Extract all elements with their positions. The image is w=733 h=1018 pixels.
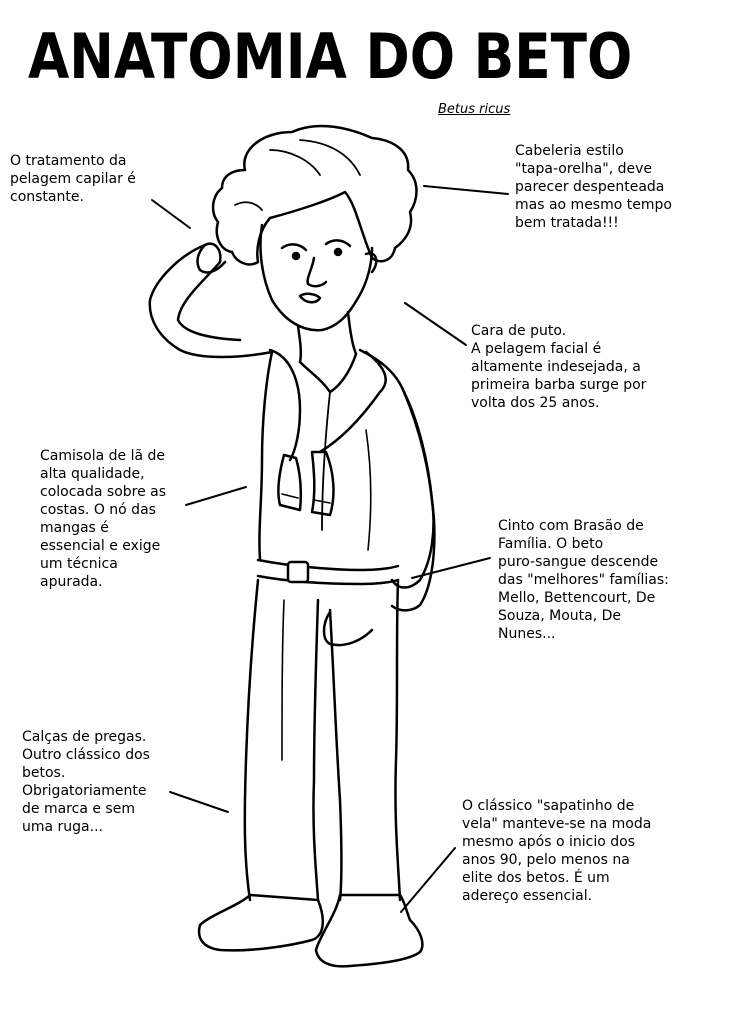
callout-line-shoes	[401, 848, 455, 912]
shirt	[259, 350, 433, 588]
note-belt: Cinto com Brasão de Família. O beto puro-sangue descende das "melhores" famílias: Mello, Bettencourt, De Souza, Mouta, De Nunes...	[498, 518, 669, 642]
callout-lines	[152, 186, 508, 912]
callout-line-hair-care	[152, 200, 190, 228]
neck	[298, 312, 356, 362]
note-sweater: Camisola de lã de alta qualidade, colocada sobre as costas. O nó das mangas é essencial e exige um técnica apurada.	[40, 448, 167, 590]
trousers	[245, 580, 400, 900]
shirt-fold	[366, 430, 371, 550]
callout-line-sweater	[186, 487, 246, 505]
callout-line-trousers	[170, 792, 228, 812]
belt-buckle	[288, 562, 308, 582]
hair	[213, 126, 416, 264]
callout-line-face	[405, 303, 466, 345]
scientific-name: Betus ricus	[438, 102, 511, 117]
shoes	[199, 895, 422, 966]
face	[260, 225, 376, 330]
collar	[300, 354, 356, 392]
sweater-on-shoulders	[270, 350, 386, 515]
right-eye	[335, 249, 341, 255]
page-title: ANATOMIA DO BETO	[28, 20, 633, 93]
note-hairstyle: Cabeleria estilo "tapa-orelha", deve parecer despenteada mas ao mesmo tempo bem tratada!!!	[515, 143, 672, 231]
note-face: Cara de puto. A pelagem facial é altamente indesejada, a primeira barba surge por volta dos 25 anos.	[471, 323, 647, 411]
note-hair-care: O tratamento da pelagem capilar é constante.	[10, 153, 136, 205]
mouth	[300, 294, 320, 302]
left-eye	[293, 253, 299, 259]
callout-line-hairstyle	[424, 186, 508, 194]
belt	[258, 560, 398, 584]
trouser-pleat	[282, 600, 284, 760]
sweater-sleeve-left	[278, 455, 300, 510]
hair-strands	[235, 140, 360, 210]
note-shoes: O clássico "sapatinho de vela" manteve-se na moda mesmo após o inicio dos anos 90, pelo menos na elite dos betos. É um adereço essencial.	[462, 798, 652, 904]
note-trousers: Calças de pregas. Outro clássico dos betos. Obrigatoriamente de marca e sem uma ruga...	[22, 729, 150, 835]
left-shoe	[199, 895, 323, 950]
nose	[308, 258, 326, 286]
raised-arm	[150, 244, 272, 357]
